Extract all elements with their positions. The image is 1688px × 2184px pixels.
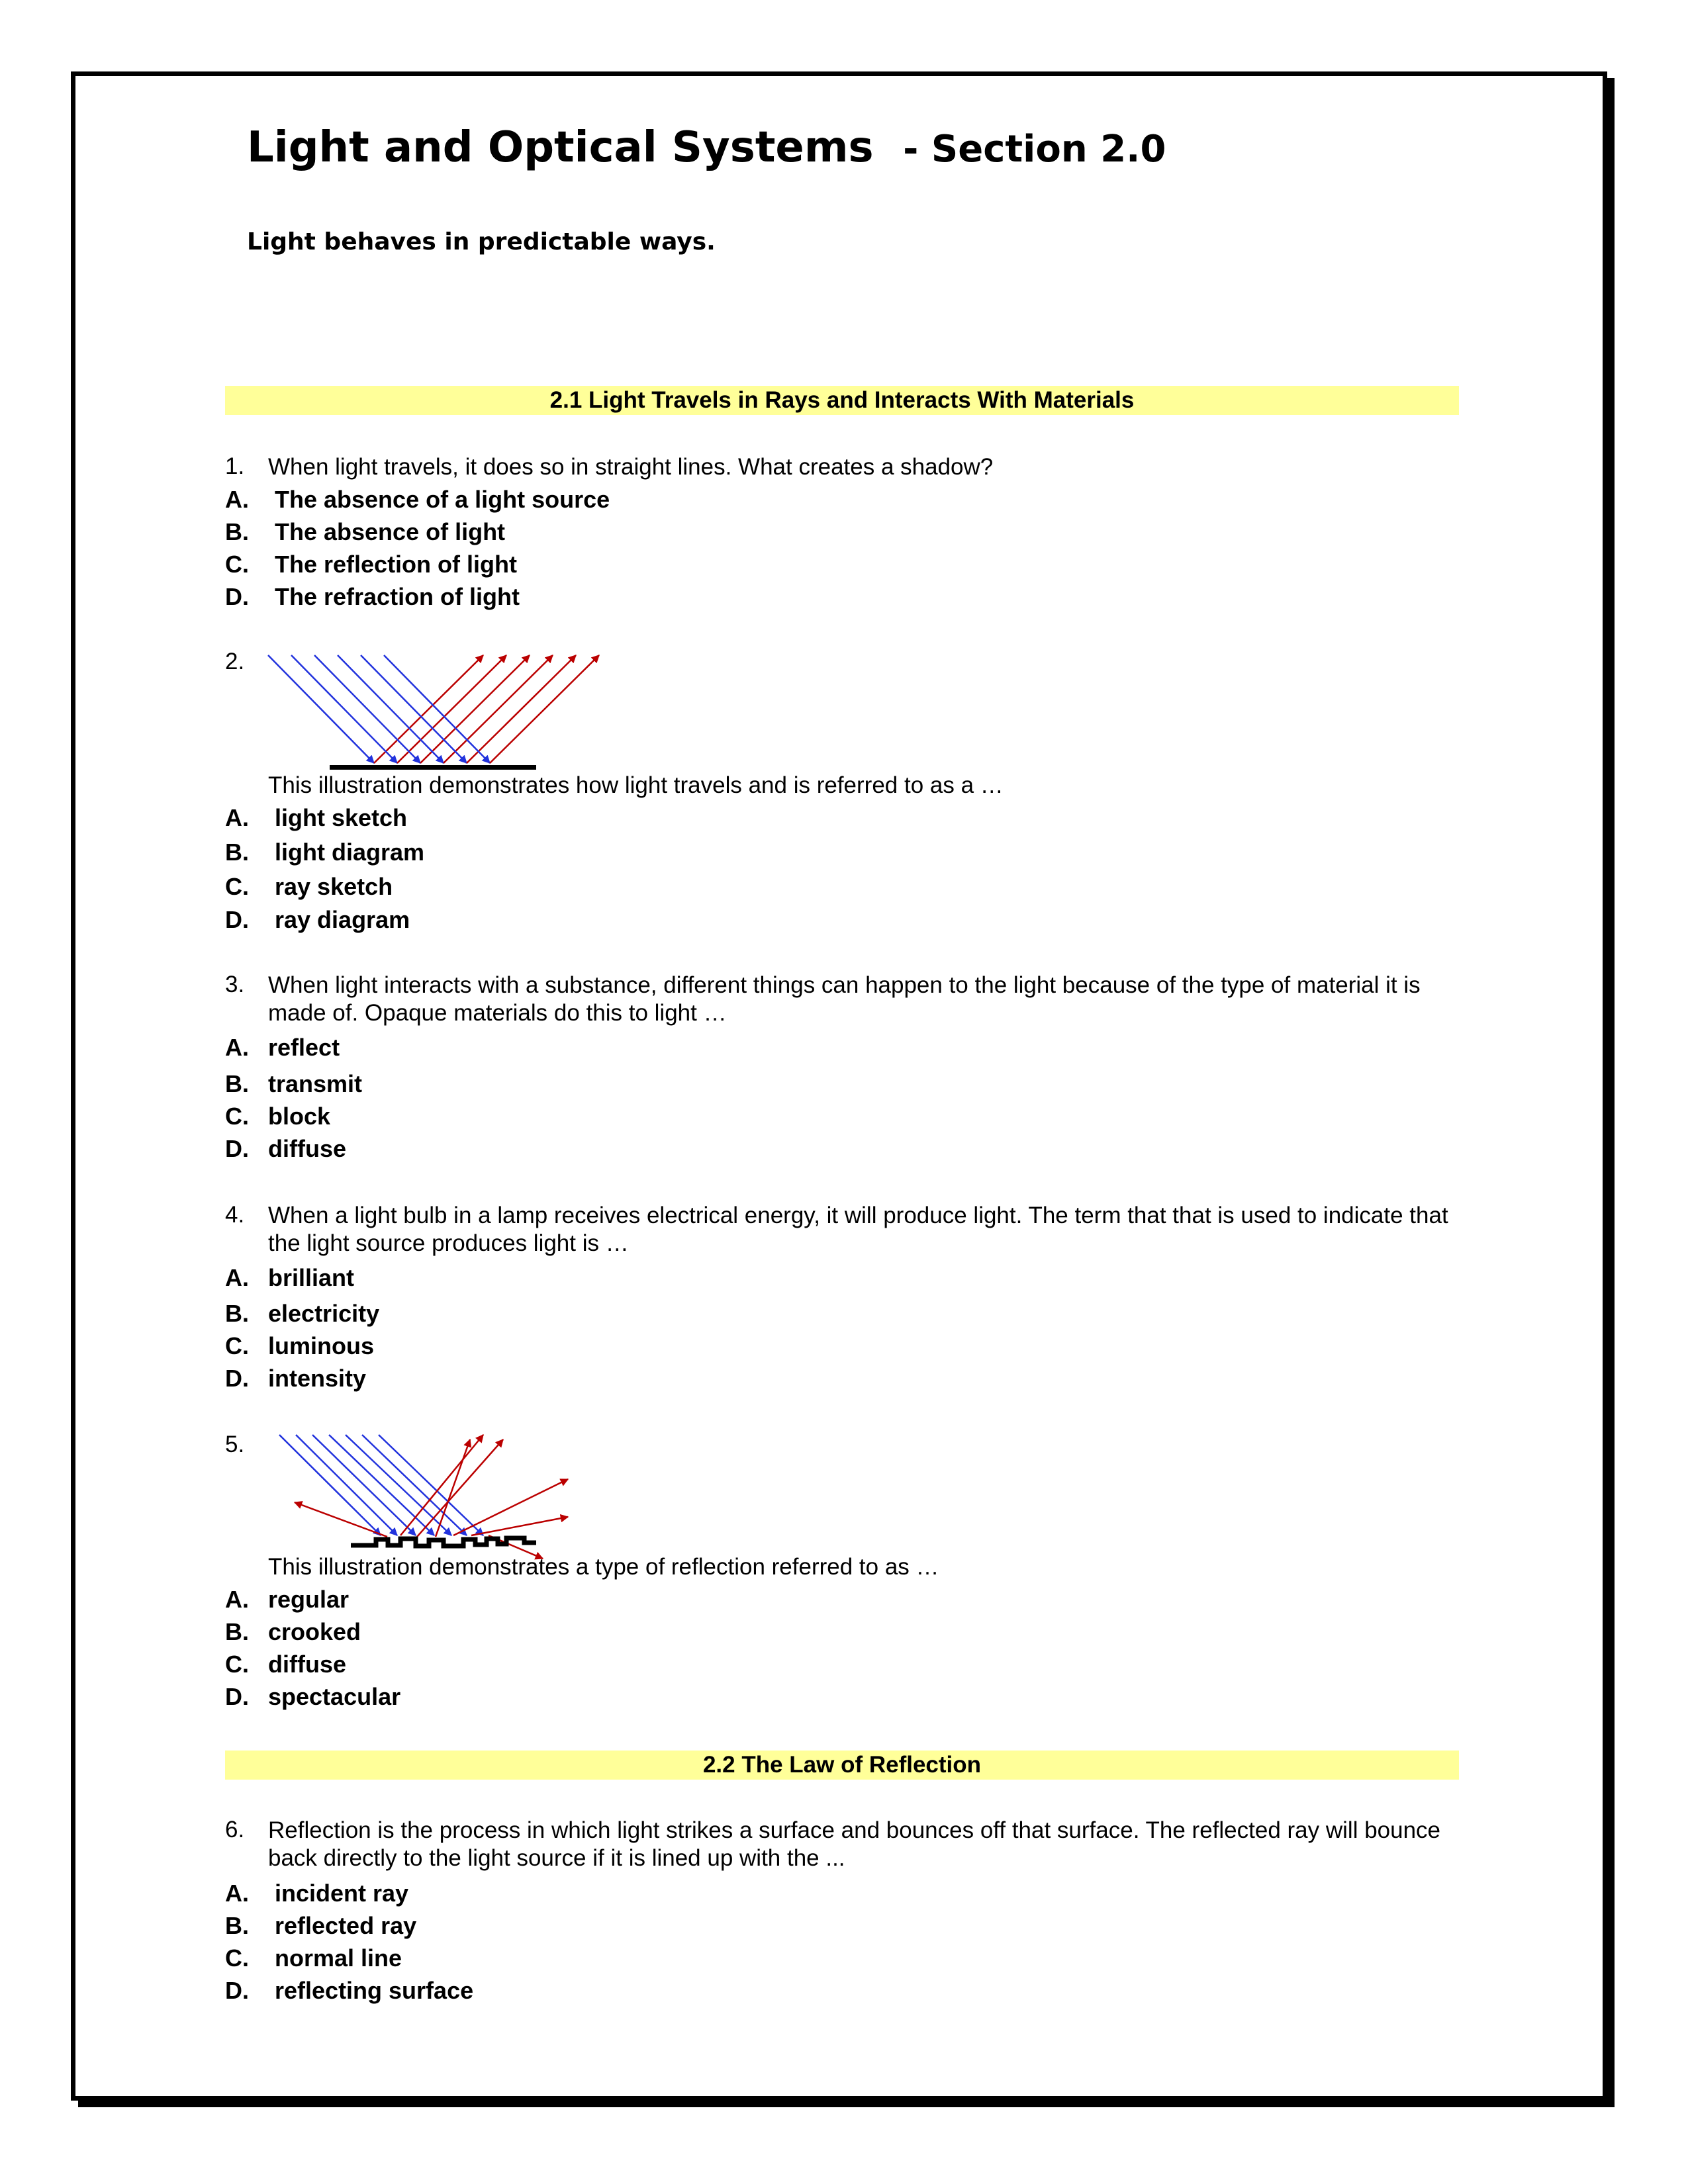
- mirror-surface: [330, 765, 536, 770]
- scattered-reflected-ray: [295, 1502, 387, 1537]
- question-5-text: This illustration demonstrates a type of reflection referred to as …: [268, 1554, 939, 1580]
- question-2-option-d[interactable]: D. ray diagram: [225, 906, 410, 933]
- incident-ray: [268, 655, 374, 763]
- question-1-option-c[interactable]: C. The reflection of light: [225, 551, 517, 578]
- question-5-option-a[interactable]: A. regular: [225, 1586, 350, 1613]
- incident-ray: [314, 655, 420, 763]
- question-4-option-d[interactable]: D. intensity: [225, 1365, 367, 1392]
- rough-surface: [351, 1538, 536, 1546]
- question-5-option-d[interactable]: D. spectacular: [225, 1683, 401, 1710]
- question-2-number: 2.: [225, 649, 245, 674]
- scattered-reflected-ray: [453, 1479, 568, 1535]
- question-1-option-d[interactable]: D. The refraction of light: [225, 583, 520, 610]
- section-heading-2-2: 2.2 The Law of Reflection: [225, 1751, 1459, 1780]
- question-6-option-d[interactable]: D. reflecting surface: [225, 1977, 474, 2004]
- question-4-option-a[interactable]: A. brilliant: [225, 1264, 355, 1291]
- question-6-option-b[interactable]: B. reflected ray: [225, 1912, 417, 1939]
- question-2-option-b[interactable]: B. light diagram: [225, 839, 425, 866]
- page-subtitle: Light behaves in predictable ways.: [247, 228, 716, 255]
- question-1-text: When light travels, it does so in straight lines. What creates a shadow?: [268, 454, 994, 480]
- section-heading-2-1: 2.1 Light Travels in Rays and Interacts With Materials: [225, 386, 1459, 415]
- section-label: - Section 2.0: [903, 128, 1166, 171]
- reflected-ray: [467, 655, 576, 763]
- incident-ray: [312, 1435, 416, 1535]
- question-1-number: 1.: [225, 453, 245, 479]
- incident-ray: [346, 1435, 451, 1535]
- question-2-option-a[interactable]: A. light sketch: [225, 804, 408, 831]
- question-5-number: 5.: [225, 1432, 245, 1457]
- question-3-option-d[interactable]: D. diffuse: [225, 1135, 347, 1162]
- reflected-ray: [444, 655, 553, 763]
- question-4-number: 4.: [225, 1202, 245, 1228]
- question-1-option-b[interactable]: B. The absence of light: [225, 518, 506, 545]
- question-3-option-c[interactable]: C. block: [225, 1103, 331, 1130]
- scattered-reflected-ray: [417, 1439, 503, 1537]
- diffuse-reflection-ray-diagram: [265, 1423, 596, 1555]
- question-4-option-c[interactable]: C. luminous: [225, 1332, 374, 1359]
- question-2-option-c[interactable]: C. ray sketch: [225, 873, 393, 900]
- incident-ray: [291, 655, 397, 763]
- question-6-number: 6.: [225, 1817, 245, 1843]
- question-6-option-a[interactable]: A. incident ray: [225, 1880, 409, 1907]
- question-3-text: When light interacts with a substance, different things can happen to the light because of the type of material it is made of. Opaque materials do this to light …: [268, 972, 1421, 1026]
- page-title: Light and Optical Systems - Section 2.0: [247, 123, 1166, 172]
- question-6-text: Reflection is the process in which light strikes a surface and bounces off that surface. The reflected ray will bounce back directly to the light source if it is lined up with the ...: [268, 1817, 1441, 1871]
- question-4-text: When a light bulb in a lamp receives electrical energy, it will produce light. The term that that is used to indicate that the light source produces light is …: [268, 1203, 1448, 1256]
- incident-ray: [362, 1435, 467, 1535]
- question-5-option-c[interactable]: C. diffuse: [225, 1651, 347, 1678]
- incident-ray: [279, 1435, 381, 1535]
- question-2-text: This illustration demonstrates how light travels and is referred to as a …: [268, 772, 1004, 798]
- question-3-option-b[interactable]: B. transmit: [225, 1070, 363, 1097]
- question-5-option-b[interactable]: B. crooked: [225, 1618, 361, 1645]
- reflected-ray: [490, 655, 599, 763]
- question-1-option-a[interactable]: A. The absence of a light source: [225, 486, 610, 513]
- question-3-number: 3.: [225, 972, 245, 997]
- question-3-option-a[interactable]: A. reflect: [225, 1034, 340, 1061]
- regular-reflection-ray-diagram: [265, 649, 622, 774]
- question-6-option-c[interactable]: C. normal line: [225, 1944, 402, 1972]
- question-4-option-b[interactable]: B. electricity: [225, 1300, 380, 1327]
